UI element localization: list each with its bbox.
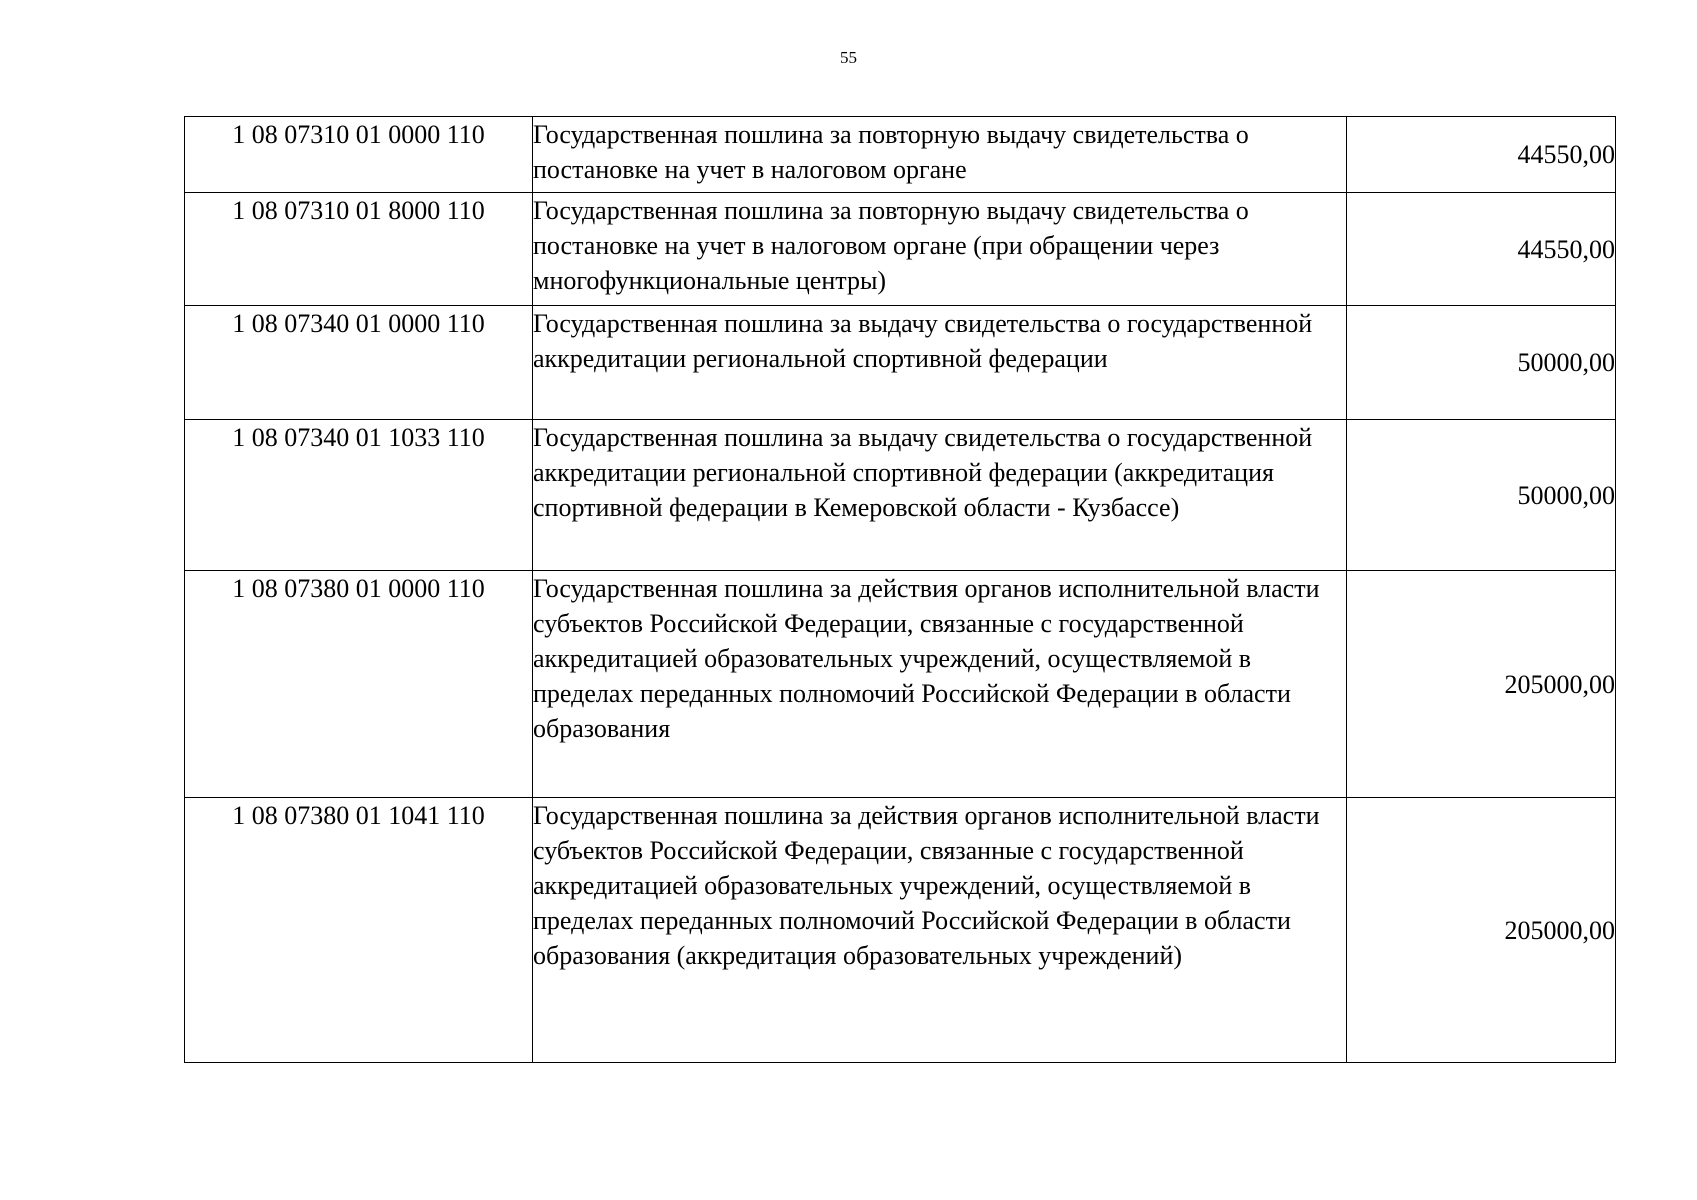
code-cell: 1 08 07310 01 8000 110 — [185, 193, 533, 306]
amount-cell: 205000,00 — [1347, 571, 1616, 798]
description-cell: Государственная пошлина за выдачу свидетельства о государственной аккредитации региональной спортивной федерации (аккредитация спортивной федерации в Кемеровской области - Кузбассе) — [533, 420, 1347, 571]
table-row — [185, 798, 1616, 1063]
description-cell: Государственная пошлина за действия органов исполнительной власти субъектов Российской Федерации, связанные с государственной аккредитацией образовательных учреждений, осуществляемой в пределах переданных полномочий Российской Федерации в области образования (аккредитация образовательных учреждений) — [533, 798, 1347, 1063]
table-row — [185, 306, 1616, 420]
table-row — [185, 117, 1616, 193]
fee-table — [184, 116, 1616, 1063]
page-number: 55 — [840, 48, 857, 67]
description-cell: Государственная пошлина за повторную выдачу свидетельства о постановке на учет в налоговом органе — [533, 117, 1347, 193]
code-cell: 1 08 07380 01 0000 110 — [185, 571, 533, 798]
description-cell: Государственная пошлина за выдачу свидетельства о государственной аккредитации региональной спортивной федерации — [533, 306, 1347, 420]
code-cell: 1 08 07340 01 0000 110 — [185, 306, 533, 420]
amount-cell: 50000,00 — [1347, 420, 1616, 571]
description-cell: Государственная пошлина за действия органов исполнительной власти субъектов Российской Федерации, связанные с государственной аккредитацией образовательных учреждений, осуществляемой в пределах переданных полномочий Российской Федерации в области образования — [533, 571, 1347, 798]
table-row — [185, 193, 1616, 306]
table-row — [185, 571, 1616, 798]
code-cell: 1 08 07380 01 1041 110 — [185, 798, 533, 1063]
amount-cell: 44550,00 — [1347, 193, 1616, 306]
amount-cell: 44550,00 — [1347, 117, 1616, 193]
code-cell: 1 08 07310 01 0000 110 — [185, 117, 533, 193]
description-cell: Государственная пошлина за повторную выдачу свидетельства о постановке на учет в налоговом органе (при обращении через многофункциональные центры) — [533, 193, 1347, 306]
code-cell: 1 08 07340 01 1033 110 — [185, 420, 533, 571]
amount-cell: 205000,00 — [1347, 798, 1616, 1063]
table-row — [185, 420, 1616, 571]
amount-cell: 50000,00 — [1347, 306, 1616, 420]
